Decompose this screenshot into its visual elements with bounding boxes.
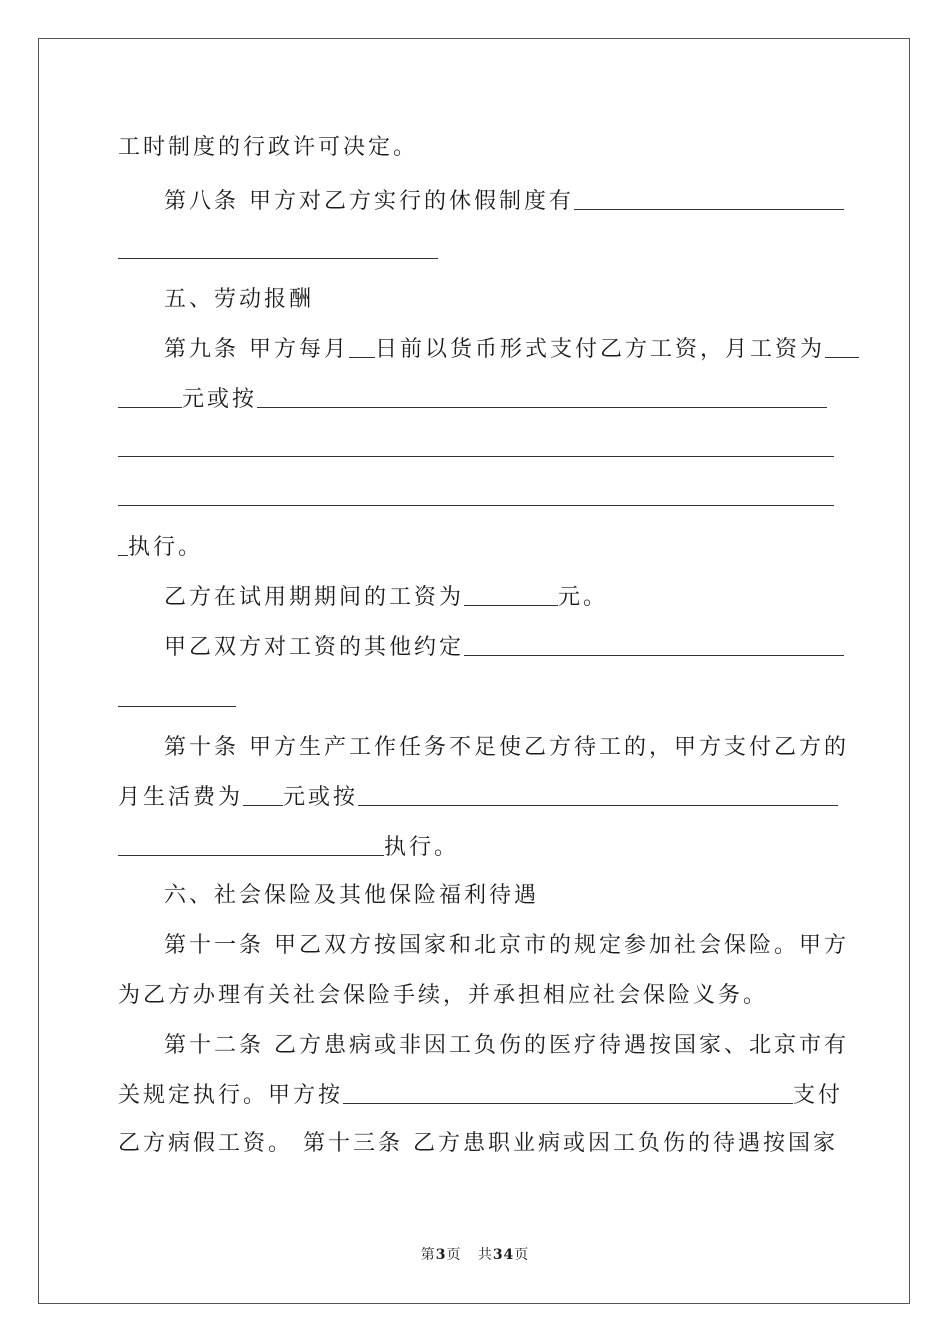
fill-blank — [118, 258, 438, 259]
article-10-line — [118, 724, 849, 772]
text-line — [118, 1120, 838, 1168]
text-line — [118, 124, 834, 172]
text-segment: 为乙方办理有关社会保险手续，并承担相应社会保险义务。 — [118, 983, 769, 1008]
text-segment: 支付 — [793, 1083, 844, 1108]
article-12-line — [118, 1022, 849, 1070]
fill-blank — [574, 185, 844, 210]
section-title: 六、社会保险及其他保险福利待遇 — [164, 883, 540, 908]
text-segment: 工时制度的行政许可决定。 — [118, 135, 419, 160]
text-segment: 元或按 — [182, 387, 258, 412]
text-line — [118, 972, 834, 1020]
article-8-line — [118, 178, 834, 226]
fill-blank — [464, 631, 844, 656]
other-agreement-line — [118, 624, 834, 672]
text-line — [118, 524, 834, 572]
text-segment: 关规定执行。甲方按 — [118, 1083, 344, 1108]
text-segment: 第九条 甲方每月 — [164, 337, 349, 362]
fill-blank — [118, 706, 236, 707]
fill-blank — [118, 531, 128, 556]
fill-blank — [343, 1079, 793, 1104]
current-page-number: 3 — [435, 1247, 447, 1263]
text-line — [118, 376, 834, 424]
text-segment: 元或按 — [283, 785, 359, 810]
text-segment: 日前以货币形式支付乙方工资，月工资为 — [375, 337, 826, 362]
fill-blank — [257, 383, 827, 408]
text-line — [118, 1072, 844, 1120]
article-9-line — [118, 326, 834, 374]
article-11-line — [118, 922, 849, 970]
fill-blank — [464, 581, 558, 606]
section-heading — [118, 872, 834, 920]
text-segment: 第十二条 乙方患病或非因工负伤的医疗待遇按国家、北京市有 — [164, 1033, 849, 1058]
text-segment: 乙方在试用期期间的工资为 — [164, 585, 465, 610]
text-segment: 甲乙双方对工资的其他约定 — [164, 635, 465, 660]
total-page-number: 34 — [492, 1247, 515, 1263]
text-segment: 执行。 — [128, 535, 204, 560]
fill-blank — [118, 456, 834, 457]
text-segment: 乙方病假工资。 第十三条 乙方患职业病或因工负伤的待遇按国家 — [118, 1131, 838, 1156]
fill-blank — [349, 333, 375, 358]
section-heading — [118, 276, 834, 324]
text-line — [118, 774, 834, 822]
text-segment: 执行。 — [384, 835, 460, 860]
fill-blank — [118, 383, 182, 408]
fill-blank — [243, 781, 283, 806]
fill-blank — [825, 333, 859, 358]
text-segment: 月生活费为 — [118, 785, 244, 810]
text-segment: 元。 — [558, 585, 609, 610]
probation-wage-line — [118, 574, 834, 622]
page-number-label: 第3页 — [420, 1247, 462, 1263]
page-footer — [0, 1244, 950, 1264]
total-pages-label: 共34页 — [477, 1247, 530, 1263]
fill-blank — [358, 781, 838, 806]
fill-blank — [118, 831, 384, 856]
text-line — [118, 824, 834, 872]
section-title: 五、劳动报酬 — [164, 287, 315, 312]
text-segment: 第十条 甲方生产工作任务不足使乙方待工的，甲方支付乙方的 — [164, 735, 849, 760]
text-segment: 第八条 甲方对乙方实行的休假制度有 — [164, 189, 574, 214]
text-segment: 第十一条 甲乙双方按国家和北京市的规定参加社会保险。甲方 — [164, 933, 849, 958]
fill-blank — [118, 505, 834, 506]
